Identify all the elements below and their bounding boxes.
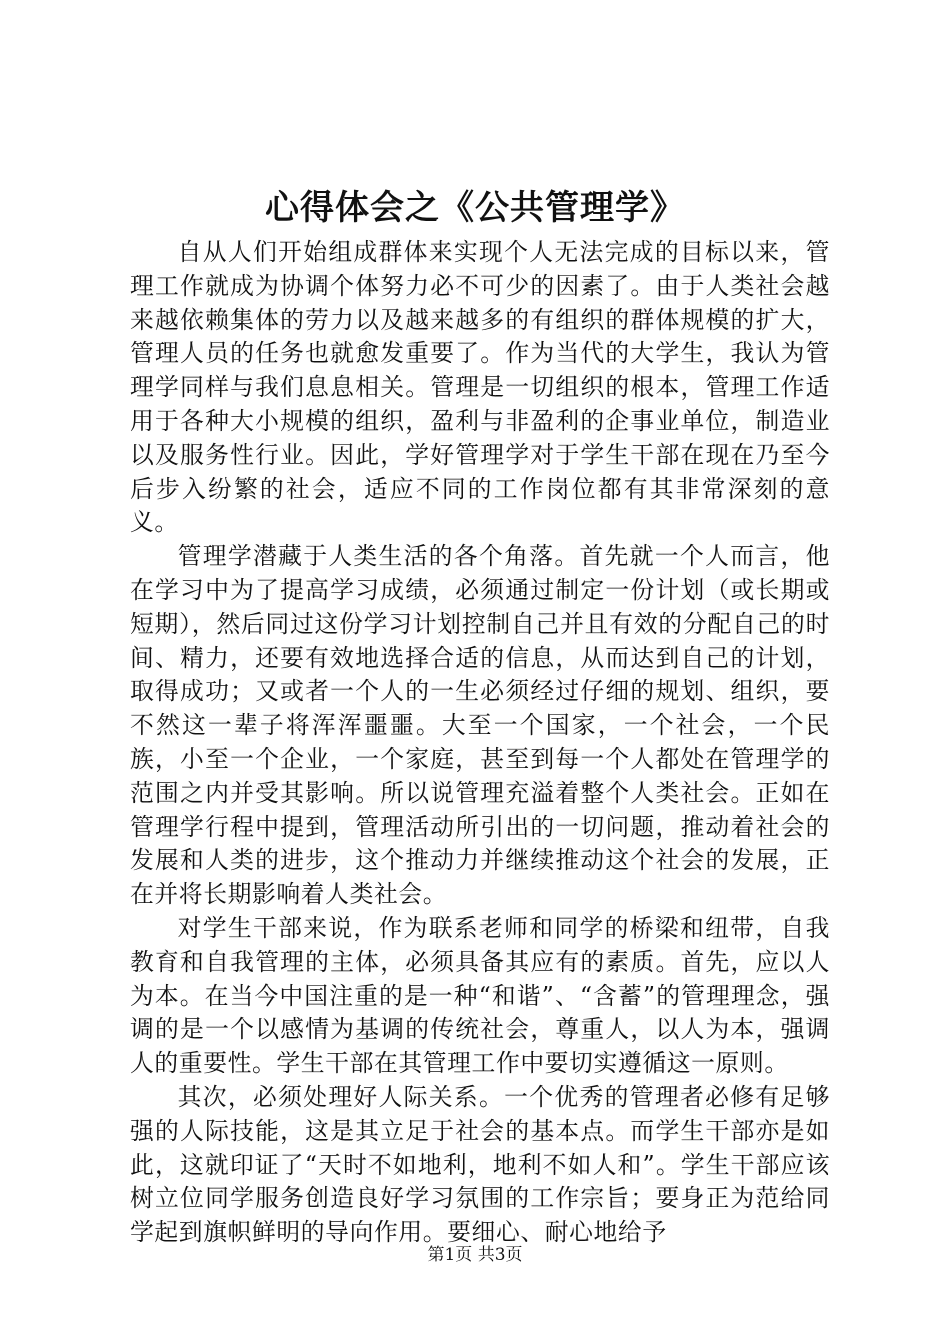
paragraph-4: 其次，必须处理好人际关系。一个优秀的管理者必修有足够强的人际技能，这是其立足于社会的基本点。而学生干部亦是如此，这就印证了“天时不如地利，地利不如人和”。学生干部应该树立位同学服务创造良好学习氛围的工作宗旨；要身正为范给同学起到旗帜鲜明的导向作用。要细心、耐心地给予 [130,1082,830,1247]
document-body [130,236,830,1250]
paragraph-1: 自从人们开始组成群体来实现个人无法完成的目标以来，管理工作就成为协调个体努力必不可少的因素了。由于人类社会越来越依赖集体的劳力以及越来越多的有组织的群体规模的扩大，管理人员的任务也就愈发重要了。作为当代的大学生，我认为管理学同样与我们息息相关。管理是一切组织的根本，管理工作适用于各种大小规模的组织，盈利与非盈利的企事业单位，制造业以及服务性行业。因此，学好管理学对于学生干部在现在乃至今后步入纷繁的社会，适应不同的工作岗位都有其非常深刻的意义。 [130,238,830,537]
paragraph-3: 对学生干部来说，作为联系老师和同学的桥梁和纽带，自我教育和自我管理的主体，必须具备其应有的素质。首先，应以人为本。在当今中国注重的是一种“和谐”、“含蓄”的管理理念，强调的是一个以感情为基调的传统社会，尊重人，以人为本，强调人的重要性。学生干部在其管理工作中要切实遵循这一原则。 [130,913,830,1078]
paragraph-2: 管理学潜藏于人类生活的各个角落。首先就一个人而言，他在学习中为了提高学习成绩，必须通过制定一份计划（或长期或短期），然后同过这份学习计划控制自己并且有效的分配自己的时间、精力，还要有效地选择合适的信息，从而达到自己的计划，取得成功；又或者一个人的一生必须经过仔细的规划、组织，要不然这一辈子将浑浑噩噩。大至一个国家，一个社会，一个民族，小至一个企业，一个家庭，甚至到每一个人都处在管理学的范围之内并受其影响。所以说管理充溢着整个人类社会。正如在管理学行程中提到，管理活动所引出的一切问题，推动着社会的发展和人类的进步，这个推动力并继续推动这个社会的发展，正在并将长期影响着人类社会。 [130,542,830,909]
page-footer: 第1页 共3页 [427,1245,523,1265]
document-title: 心得体会之《公共管理学》 [265,188,685,228]
